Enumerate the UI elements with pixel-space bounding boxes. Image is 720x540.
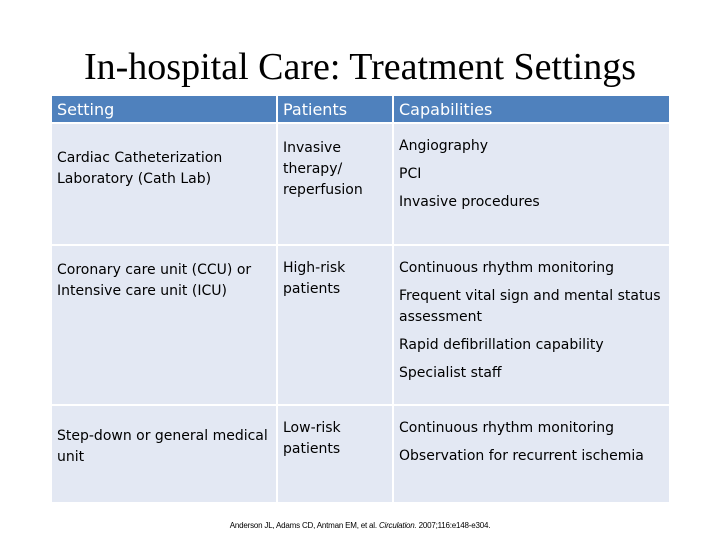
capabilities-cell [393,123,669,245]
citation [0,521,720,530]
patients-cell: Invasive therapy/ reperfusion [277,123,393,245]
header-capabilities: Capabilities [393,96,669,123]
table-header-row [52,96,669,123]
header-patients: Patients [277,96,393,123]
capability-item: Rapid defibrillation capability [399,337,604,353]
table-row [52,405,669,502]
capabilities-cell [393,405,669,502]
capability-item: PCI [399,166,422,182]
setting-cell: Step-down or general medical unit [52,405,277,502]
capability-item: Invasive procedures [399,194,540,210]
capability-item: Continuous rhythm monitoring [399,260,615,276]
setting-cell: Cardiac Catheterization Laboratory (Cath Lab) [52,123,277,245]
patients-cell: High-risk patients [277,245,393,405]
header-setting: Setting [52,96,277,123]
citation-details: 2007;116:e148-e304. [418,521,491,530]
treatment-settings-table [52,96,669,502]
capability-item: Specialist staff [399,365,502,381]
table-row [52,123,669,245]
slide-title: In-hospital Care: Treatment Settings [83,46,636,88]
capability-item: Observation for recurrent ischemia [399,448,644,464]
table-row [52,245,669,405]
capabilities-cell [393,245,669,405]
setting-cell: Coronary care unit (CCU) or Intensive care unit (ICU) [52,245,277,405]
patients-cell: Low-risk patients [277,405,393,502]
capability-item: Angiography [399,138,489,154]
capability-item: Frequent vital sign and mental status assessment [399,288,661,325]
citation-journal: Circulation. [378,521,417,530]
citation-authors: Anderson JL, Adams CD, Antman EM, et al. [229,521,377,530]
capability-item: Continuous rhythm monitoring [399,420,615,436]
